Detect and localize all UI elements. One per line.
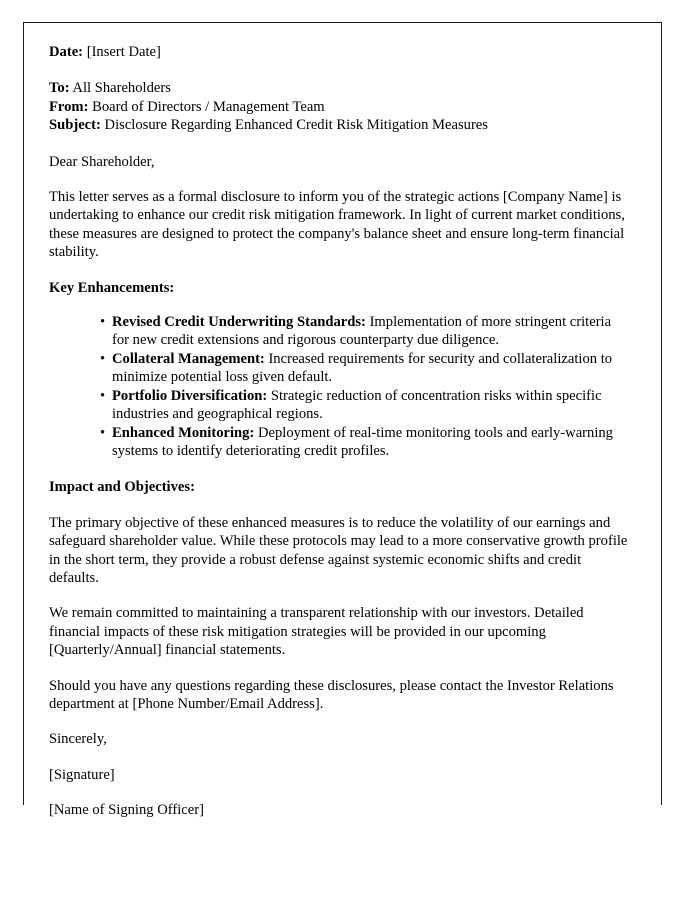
spacer-after-header (49, 135, 629, 153)
spacer-after-transparency (49, 660, 629, 677)
bullet-description: Strategic reduction of concentration risks within specific industries and geographical regions. (112, 387, 602, 423)
impact-heading: Impact and Objectives: (49, 479, 195, 496)
bullet-term: Enhanced Monitoring: (112, 424, 255, 441)
to-value: All Shareholders (72, 80, 171, 97)
spacer-after-closing (49, 749, 629, 766)
date-row (49, 43, 629, 61)
spacer-before-bullets (49, 297, 629, 313)
to-row (49, 79, 629, 97)
bullet-description: Increased requirements for security and collateralization to minimize potential loss given default. (112, 350, 613, 386)
document-page (23, 22, 662, 819)
subject-label: Subject: (49, 117, 101, 134)
spacer-after-intro (49, 262, 629, 279)
key-enhancements-list (49, 313, 629, 460)
date-label: Date: (49, 44, 84, 60)
salutation: Dear Shareholder, (49, 153, 155, 170)
spacer-after-contact (49, 713, 629, 730)
transparency-paragraph: We remain committed to maintaining a transparent relationship with our investors. Detailed financial impacts of these risk mitigation strategies will be provided in our upcoming [Quarterly/Annual] financial statements. (49, 605, 584, 659)
from-value: Board of Directors / Management Team (92, 98, 325, 115)
list-item (100, 424, 629, 461)
bullet-description: Deployment of real-time monitoring tools and early-warning systems to identify deteriorating credit profiles. (112, 424, 613, 459)
impact-paragraph: The primary objective of these enhanced measures is to reduce the volatility of our earnings and safeguard shareholder value. While these protocols may lead to a more conservative growth profile in the short term, they provide a robust defense against systemic economic shifts and credit defaults. (49, 514, 628, 586)
intro-paragraph: This letter serves as a formal disclosure to inform you of the strategic actions [Company Name] is undertaking to enhance our credit risk mitigation framework. In light of current market conditions, these measures are designed to protect the company's balance sheet and ensure long-term financial stability. (49, 189, 625, 261)
spacer-after-salutation (49, 171, 629, 188)
spacer-after-bullets (49, 460, 629, 478)
signature-placeholder: [Signature] (49, 766, 115, 783)
from-row (49, 98, 629, 116)
from-label: From: (49, 98, 89, 115)
date-value: [Insert Date] (86, 44, 161, 60)
letter-header-block (49, 43, 629, 61)
spacer-after-impact-paragraph (49, 587, 629, 604)
spacer-after-impact-heading (49, 497, 629, 514)
spacer-after-date (49, 61, 629, 79)
bullet-description: Implementation of more stringent criteria for new credit extensions and rigorous counterparty due diligence. (112, 314, 612, 349)
document-body (49, 43, 629, 820)
spacer-after-signature (49, 784, 629, 801)
subject-row (49, 116, 629, 134)
list-item (100, 387, 629, 424)
bullet-term: Revised Credit Underwriting Standards: (112, 314, 366, 331)
subject-value: Disclosure Regarding Enhanced Credit Risk Mitigation Measures (104, 117, 488, 134)
bullet-term: Portfolio Diversification: (112, 387, 268, 404)
closing: Sincerely, (49, 731, 107, 748)
key-enhancements-heading: Key Enhancements: (49, 279, 175, 296)
signer-name-placeholder: [Name of Signing Officer] (49, 802, 204, 819)
list-item (100, 350, 629, 387)
bullet-term: Collateral Management: (112, 350, 265, 367)
to-label: To: (49, 80, 70, 97)
contact-paragraph: Should you have any questions regarding these disclosures, please contact the Investor Relations department at [Phone Number/Email Address]. (49, 677, 614, 712)
list-item (100, 313, 629, 350)
